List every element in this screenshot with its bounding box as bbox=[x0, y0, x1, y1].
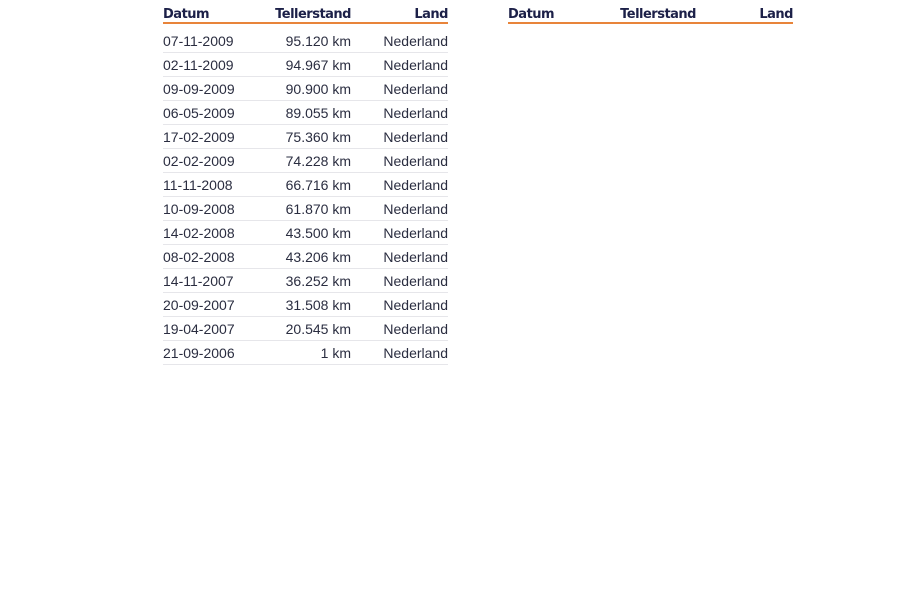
table-row bbox=[163, 197, 448, 221]
table-row bbox=[163, 29, 448, 53]
cell-datum: 09-09-2009 bbox=[163, 80, 235, 97]
cell-datum: 02-11-2009 bbox=[163, 56, 234, 73]
table-row bbox=[163, 221, 448, 245]
cell-tellerstand: 61.870 km bbox=[285, 200, 351, 217]
cell-land: Nederland bbox=[383, 56, 448, 73]
table-body bbox=[163, 29, 448, 365]
table-row bbox=[163, 269, 448, 293]
cell-datum: 11-11-2008 bbox=[163, 176, 233, 193]
cell-tellerstand: 94.967 km bbox=[285, 56, 351, 73]
cell-tellerstand: 75.360 km bbox=[285, 128, 351, 145]
cell-land: Nederland bbox=[383, 344, 448, 361]
table-row bbox=[163, 101, 448, 125]
cell-land: Nederland bbox=[383, 296, 448, 313]
cell-land: Nederland bbox=[383, 104, 448, 121]
cell-land: Nederland bbox=[383, 248, 448, 265]
cell-tellerstand: 43.206 km bbox=[285, 248, 351, 265]
cell-land: Nederland bbox=[383, 176, 448, 193]
cell-tellerstand: 36.252 km bbox=[285, 272, 351, 289]
cell-datum: 06-05-2009 bbox=[163, 104, 235, 121]
table-row bbox=[163, 77, 448, 101]
cell-tellerstand: 95.120 km bbox=[285, 32, 351, 49]
table-row bbox=[163, 245, 448, 269]
cell-datum: 14-11-2007 bbox=[163, 272, 234, 289]
cell-tellerstand: 90.900 km bbox=[285, 80, 351, 97]
header-land: Land bbox=[759, 7, 793, 22]
cell-datum: 14-02-2008 bbox=[163, 224, 235, 241]
cell-datum: 02-02-2009 bbox=[163, 152, 235, 169]
header-land: Land bbox=[414, 7, 448, 22]
mileage-table-right bbox=[508, 6, 793, 29]
cell-tellerstand: 43.500 km bbox=[285, 224, 351, 241]
table-row bbox=[163, 173, 448, 197]
table-row bbox=[163, 125, 448, 149]
cell-land: Nederland bbox=[383, 152, 448, 169]
cell-datum: 08-02-2008 bbox=[163, 248, 235, 265]
header-datum: Datum bbox=[163, 7, 210, 22]
cell-tellerstand: 74.228 km bbox=[285, 152, 351, 169]
cell-land: Nederland bbox=[383, 200, 448, 217]
cell-datum: 21-09-2006 bbox=[163, 344, 235, 361]
cell-land: Nederland bbox=[383, 128, 448, 145]
cell-land: Nederland bbox=[383, 224, 448, 241]
cell-datum: 20-09-2007 bbox=[163, 296, 235, 313]
table-row bbox=[163, 341, 448, 365]
cell-tellerstand: 89.055 km bbox=[285, 104, 351, 121]
table-header bbox=[508, 6, 793, 24]
cell-tellerstand: 20.545 km bbox=[285, 320, 351, 337]
table-row bbox=[163, 293, 448, 317]
table-row bbox=[163, 53, 448, 77]
table-row bbox=[163, 317, 448, 341]
cell-datum: 07-11-2009 bbox=[163, 32, 234, 49]
cell-datum: 19-04-2007 bbox=[163, 320, 235, 337]
cell-tellerstand: 66.716 km bbox=[285, 176, 351, 193]
cell-land: Nederland bbox=[383, 320, 448, 337]
mileage-table-left bbox=[163, 6, 448, 365]
cell-tellerstand: 1 km bbox=[320, 344, 351, 361]
cell-land: Nederland bbox=[383, 80, 448, 97]
header-tellerstand: Tellerstand bbox=[275, 7, 351, 22]
header-tellerstand: Tellerstand bbox=[620, 7, 696, 22]
table-header bbox=[163, 6, 448, 24]
cell-land: Nederland bbox=[383, 272, 448, 289]
cell-datum: 17-02-2009 bbox=[163, 128, 235, 145]
cell-tellerstand: 31.508 km bbox=[285, 296, 351, 313]
cell-land: Nederland bbox=[383, 32, 448, 49]
table-row bbox=[163, 149, 448, 173]
cell-datum: 10-09-2008 bbox=[163, 200, 235, 217]
header-datum: Datum bbox=[508, 7, 555, 22]
